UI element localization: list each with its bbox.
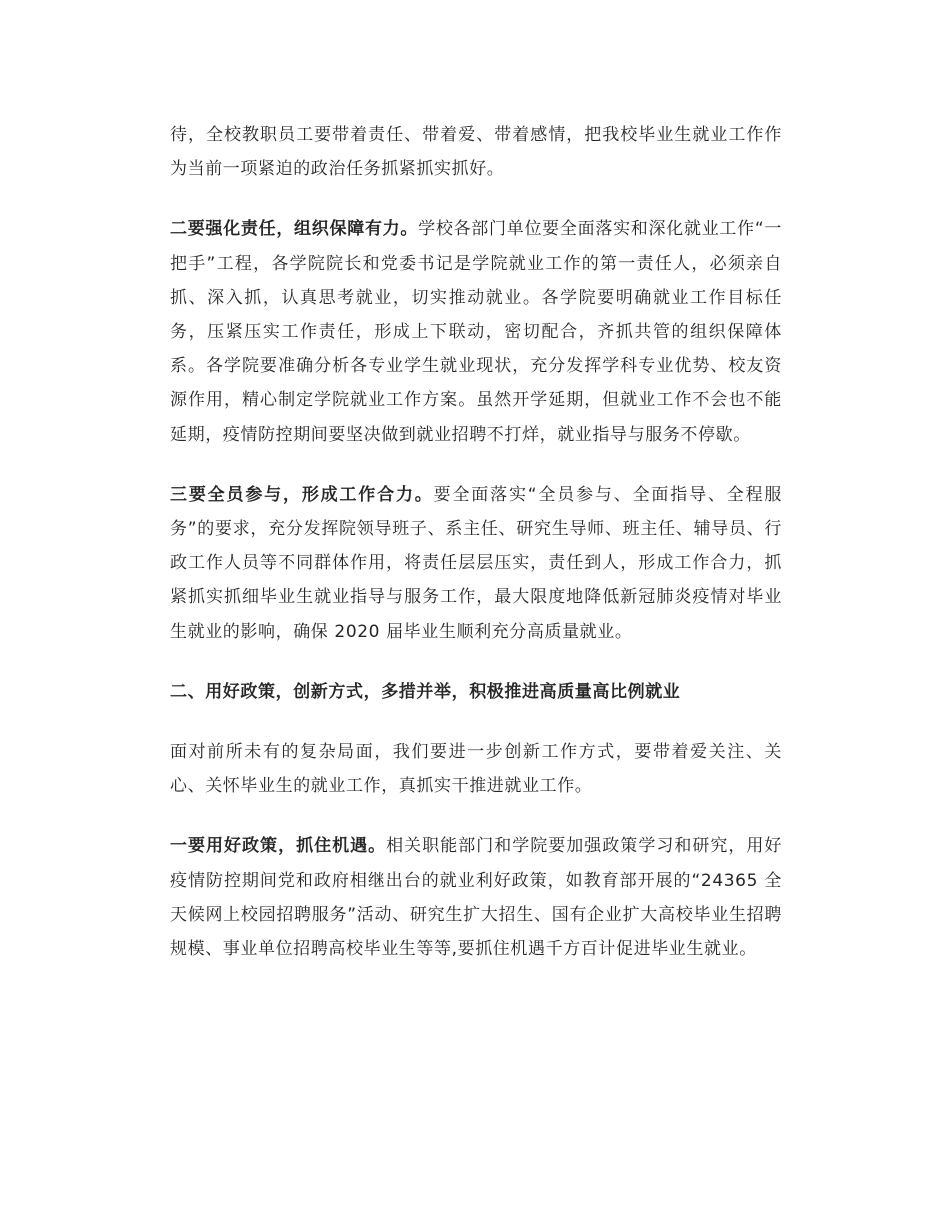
section-heading: 二、用好政策，创新方式，多措并举，积极推进高质量高比例就业 bbox=[170, 681, 681, 702]
paragraph-text: 待，全校教职员工要带着责任、带着爱、带着感情，把我校毕业生就业工作作为当前一项紧迫的政治任务抓紧抓实抓好。 bbox=[170, 125, 782, 180]
document-page bbox=[170, 118, 782, 992]
paragraph-text: 要全面落实“全员参与、全面指导、全程服务”的要求，充分发挥院领导班子、系主任、研究生导师、班主任、辅导员、行政工作人员等不同群体作用，将责任层层压实，责任到人，形成工作合力，抓紧抓实抓细毕业生就业指导与服务工作，最大限度地降低新冠肺炎疫情对毕业生就业的影响，确保 2020 届毕业生顺利充分高质量就业。 bbox=[170, 484, 782, 642]
paragraph-strengthen-responsibility bbox=[170, 212, 782, 451]
paragraph-lead: 二要强化责任，组织保障有力。 bbox=[170, 219, 419, 240]
paragraph-lead: 三要全员参与，形成工作合力。 bbox=[170, 484, 434, 505]
paragraph-lead: 一要用好政策，抓住机遇。 bbox=[170, 836, 387, 857]
paragraph-intro bbox=[170, 735, 782, 803]
paragraph-text: 学校各部门单位要全面落实和深化就业工作“一把手”工程，各学院院长和党委书记是学院就业工作的第一责任人，必须亲自抓、深入抓，认真思考就业，切实推动就业。各学院要明确就业工作目标任务，压紧压实工作责任，形成上下联动，密切配合，齐抓共管的组织保障体系。各学院要准确分析各专业学生就业现状，充分发挥学科专业优势、校友资源作用，精心制定学院就业工作方案。虽然开学延期，但就业工作不会也不能延期，疫情防控期间要坚决做到就业招聘不打烊，就业指导与服务不停歇。 bbox=[170, 219, 782, 445]
paragraph-full-participation bbox=[170, 478, 782, 649]
paragraph-text: 相关职能部门和学院要加强政策学习和研究，用好疫情防控期间党和政府相继出台的就业利好政策，如教育部开展的“24365 全天候网上校园招聘服务”活动、研究生扩大招生、国有企业扩大高校毕业生招聘规模、事业单位招聘高校毕业生等等,要抓住机遇千方百计促进毕业生就业。 bbox=[170, 836, 783, 960]
paragraph-use-policy bbox=[170, 829, 782, 966]
paragraph-text: 面对前所未有的复杂局面，我们要进一步创新工作方式，要带着爱关注、关心、关怀毕业生的就业工作，真抓实干推进就业工作。 bbox=[170, 742, 782, 797]
paragraph-continuation bbox=[170, 118, 782, 186]
